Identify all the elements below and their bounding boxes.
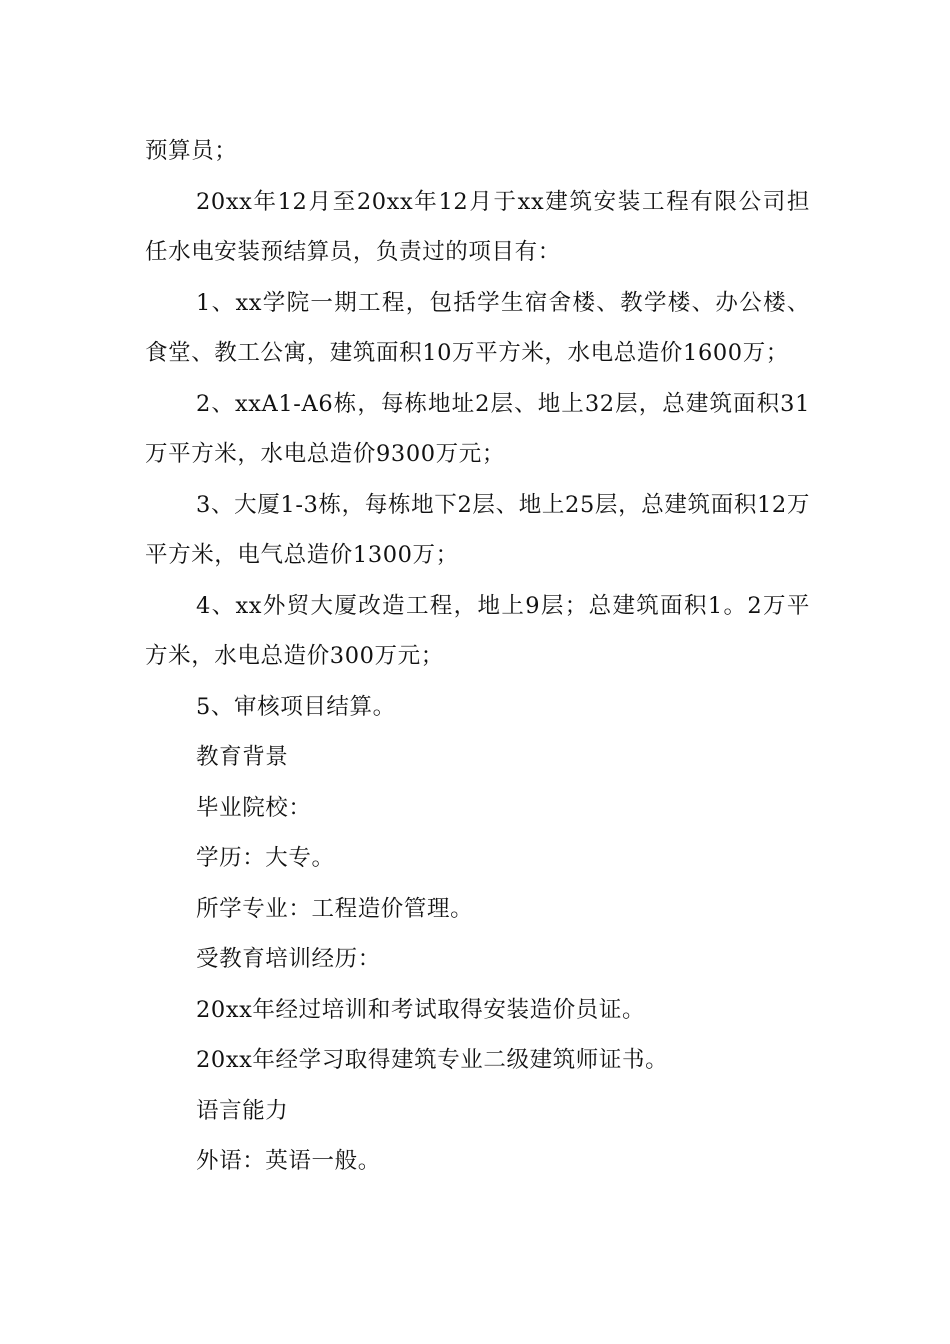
paragraph-project-3: 3、大厦1-3栋，每栋地下2层、地上25层，总建筑面积12万平方米，电气总造价1300万； bbox=[145, 491, 810, 568]
document-body bbox=[145, 126, 810, 1187]
paragraph-foreign-language: 外语：英语一般。 bbox=[196, 1148, 381, 1174]
paragraph-training-1: 20xx年经过培训和考试取得安装造价员证。 bbox=[196, 996, 646, 1023]
paragraph-project-4: 4、xx外贸大厦改造工程，地上9层；总建筑面积1。2万平方米，水电总造价300万元； bbox=[145, 592, 810, 669]
paragraph-training-2: 20xx年经学习取得建筑专业二级建筑师证书。 bbox=[196, 1047, 669, 1073]
paragraph-training-heading: 受教育培训经历： bbox=[196, 946, 381, 972]
paragraph-major: 所学专业：工程造价管理。 bbox=[196, 895, 474, 922]
paragraph-project-1: 1、xx学院一期工程，包括学生宿舍楼、教学楼、办公楼、食堂、教工公寓，建筑面积10万平方米，水电总造价1600万； bbox=[145, 289, 810, 366]
paragraph-project-5: 5、审核项目结算。 bbox=[196, 693, 396, 720]
section-heading-language: 语言能力 bbox=[196, 1097, 289, 1124]
paragraph-degree: 学历：大专。 bbox=[196, 845, 335, 871]
paragraph-budget-role: 预算员； bbox=[145, 138, 238, 164]
paragraph-project-2: 2、xxA1-A6栋，每栋地址2层、地上32层，总建筑面积31万平方米，水电总造价9300万元； bbox=[145, 390, 810, 467]
paragraph-employment: 20xx年12月至20xx年12月于xx建筑安装工程有限公司担任水电安装预结算员，负责过的项目有： bbox=[145, 188, 810, 265]
paragraph-school: 毕业院校： bbox=[196, 794, 312, 821]
section-heading-education: 教育背景 bbox=[196, 744, 289, 770]
